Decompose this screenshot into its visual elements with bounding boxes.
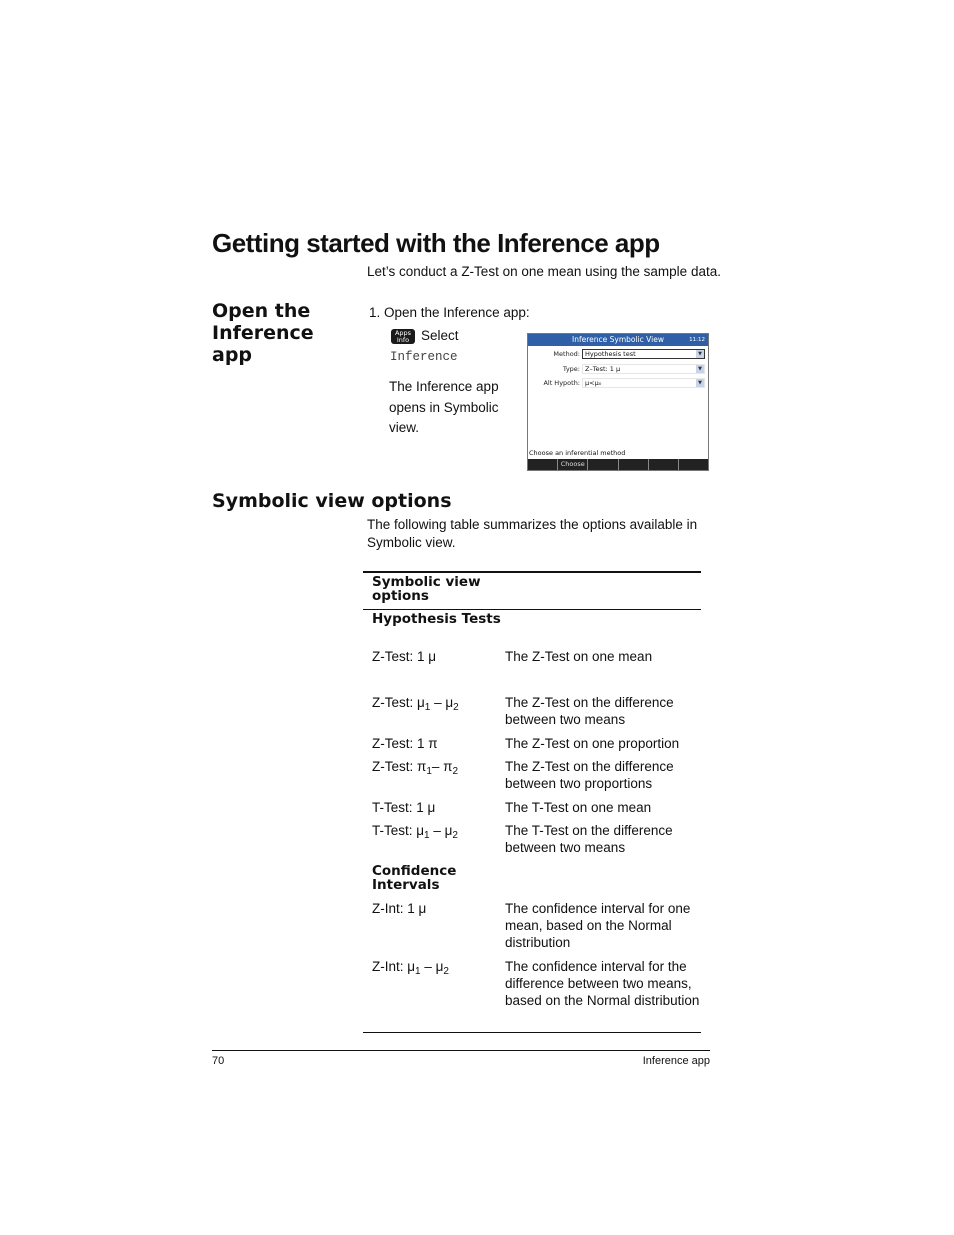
step-1: 1. Open the Inference app: (369, 305, 530, 320)
option-ztest-pi1-pi2: Z-Test: $\pi_1-$ $\pi_2$ (372, 759, 459, 777)
desc-ztest-1pi: The Z-Test on one proportion (505, 736, 680, 751)
footer-section: Inference app (642, 1055, 710, 1067)
option-ztest-1pi: Z-Test: 1 π (372, 736, 438, 751)
calc-help-text: Choose an inferential method (529, 449, 626, 457)
desc-ttest-1mu: The T-Test on one mean (505, 800, 652, 815)
calc-row-method: Method: Hypothesis test ▼ (528, 348, 708, 360)
chevron-down-icon: ▼ (696, 379, 704, 387)
page-heading: Getting started with the Inference app (212, 228, 660, 258)
group-confidence-intervals: Confidence Intervals (372, 863, 457, 893)
inference-app-name: Inference (390, 350, 458, 364)
desc-zint-1mu: The confidence interval for one mean, based on the Normal distribution (505, 901, 691, 950)
desc-ztest-mu1-mu2: The Z-Test on the difference between two means (505, 695, 674, 727)
calc-menu-key (649, 459, 679, 470)
chevron-down-icon: ▼ (696, 365, 704, 373)
option-ttest-1mu: T-Test: 1 μ (372, 800, 436, 815)
calc-alt-field: μ<μ₀ ▼ (582, 378, 705, 388)
calculator-screenshot (527, 333, 709, 471)
intro-text: Let’s conduct a Z-Test on one mean using the sample data. (367, 264, 721, 279)
select-text: Select (421, 328, 459, 343)
calc-menu-key (588, 459, 618, 470)
option-ztest-1mu: Z-Test: 1 μ (372, 649, 437, 664)
group-hypothesis-tests: Hypothesis Tests (372, 611, 501, 627)
opens-text: The Inference app opens in Symbolic view. (389, 379, 499, 435)
table-bottom-rule (363, 1032, 701, 1033)
table-header-rule (363, 609, 701, 610)
calc-status: 11:12 (689, 337, 705, 343)
calc-menu-key (528, 459, 558, 470)
open-section-title: Open the Inference app (212, 300, 314, 366)
calc-menu-key (679, 459, 708, 470)
calc-row-type: Type: Z–Test: 1 μ ▼ (528, 363, 708, 375)
calc-method-field: Hypothesis test ▼ (582, 349, 705, 359)
table-top-rule (363, 571, 701, 573)
desc-ttest-mu1-mu2: The T-Test on the difference between two means (505, 823, 673, 855)
footer-rule (212, 1050, 710, 1051)
apps-info-key-icon: Apps Info (391, 329, 415, 344)
calc-menu-key (619, 459, 649, 470)
calc-menu-choose: Choose (558, 459, 588, 470)
symbolic-section-title: Symbolic view options (212, 490, 452, 512)
option-zint-mu1-mu2: Z-Int: $\mu_1 - \mu_2$ (372, 959, 449, 977)
desc-ztest-pi1-pi2: The Z-Test on the difference between two proportions (505, 759, 674, 791)
page-number: 70 (212, 1055, 225, 1067)
calc-menu-bar (528, 459, 708, 470)
table-header: Symbolic view options (372, 574, 481, 604)
option-zint-1mu: Z-Int: 1 μ (372, 901, 427, 916)
calc-row-alt: Alt Hypoth: μ<μ₀ ▼ (528, 377, 708, 389)
option-ttest-mu1-mu2: T-Test: $\mu_1 - \mu_2$ (372, 823, 458, 841)
desc-zint-mu1-mu2: The confidence interval for the difference between two means, based on the Normal distribution (505, 959, 700, 1008)
option-ztest-mu1-mu2: Z-Test: $\mu_1 - \mu_2$ (372, 695, 459, 713)
calc-type-field: Z–Test: 1 μ ▼ (582, 364, 705, 374)
chevron-down-icon: ▼ (696, 350, 704, 358)
desc-ztest-1mu: The Z-Test on one mean (505, 649, 653, 664)
calc-title-bar: Inference Symbolic View 11:12 (528, 334, 708, 346)
symbolic-description: The following table summarizes the options available in Symbolic view. (367, 517, 698, 550)
